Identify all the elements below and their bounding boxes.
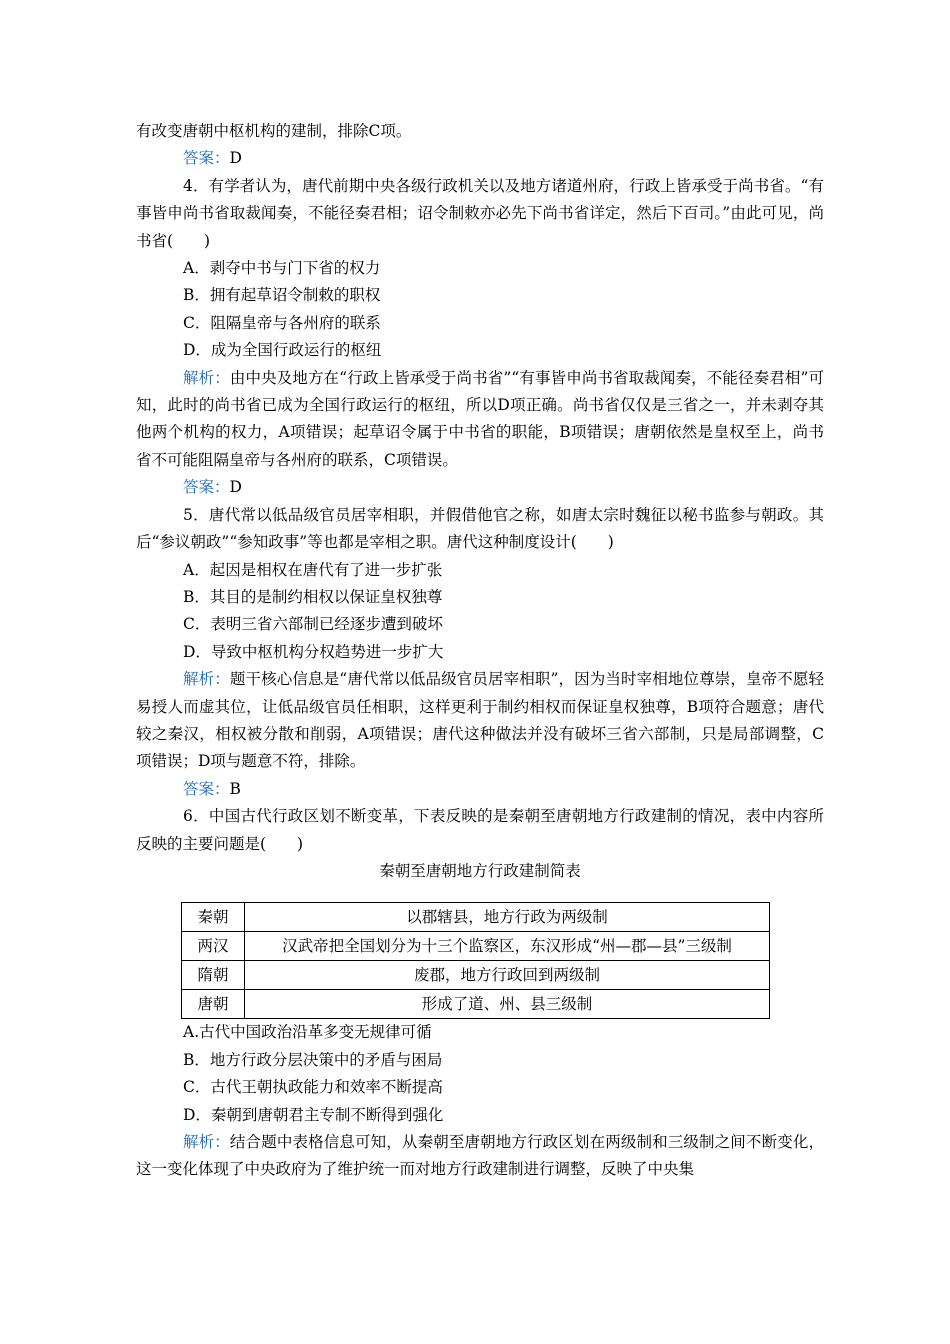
q6-option-c: C．古代王朝执政能力和效率不断提高 xyxy=(183,1078,443,1097)
answer-label: 答案： xyxy=(183,779,230,798)
answer-value: D xyxy=(229,478,242,497)
description-cell: 废郡，地方行政回到两级制 xyxy=(245,961,770,990)
question-6-stem: 6．中国古代行政区划不断变革，下表反映的是秦朝至唐朝地方行政建制的情况，表中内容所反映的主要问题是( ) xyxy=(136,807,824,853)
q5-answer xyxy=(136,776,824,803)
q5-option-a: A．起因是相权在唐代有了进一步扩张 xyxy=(183,560,443,579)
dynasty-table xyxy=(181,902,770,1019)
q6-analysis xyxy=(136,1129,824,1184)
dynasty-cell: 两汉 xyxy=(182,932,245,961)
description-cell: 以郡辖县，地方行政为两级制 xyxy=(245,903,770,932)
analysis-label: 解析： xyxy=(183,670,230,689)
q4-option-d: D．成为全国行政运行的枢纽 xyxy=(183,341,382,360)
answer-value: D xyxy=(229,149,242,168)
q6-option-b: B．地方行政分层决策中的矛盾与困局 xyxy=(183,1050,443,1069)
answer-3 xyxy=(136,145,824,172)
table-row xyxy=(182,903,770,932)
document-page xyxy=(136,118,824,1184)
analysis-text: 结合题中表格信息可知，从秦朝至唐朝地方行政区划在两级制和三级制之间不断变化，这一变化体现了中央政府为了维护统一而对地方行政建制进行调整，反映了中央集 xyxy=(136,1133,824,1179)
answer-value: B xyxy=(229,779,241,798)
table-row xyxy=(182,932,770,961)
question-4-stem: 4．有学者认为，唐代前期中央各级行政机关以及地方诸道州府，行政上皆承受于尚书省。“有事皆申尚书省取裁闻奏，不能径奏君相；诏令制敕亦必先下尚书省详定，然后下百司。”由此可见，尚书省( ) xyxy=(136,176,824,250)
table-caption: 秦朝至唐朝地方行政建制简表 xyxy=(379,861,581,880)
q5-analysis xyxy=(136,666,824,776)
answer-label: 答案： xyxy=(183,478,230,497)
q4-option-c: C．阻隔皇帝与各州府的联系 xyxy=(183,313,381,332)
analysis-text: 题干核心信息是“唐代常以低品级官员居宰相职”，因为当时宰相地位尊崇，皇帝不愿轻易授人而虚其位，让低品级官员任相职，这样更利于制约相权而保证皇权独尊，B项符合题意；唐代较之秦汉，相权被分散和削弱，A项错误；唐代这种做法并没有破坏三省六部制，只是局部调整，C项错误；D项与题意不符，排除。 xyxy=(136,670,824,771)
dynasty-cell: 唐朝 xyxy=(182,990,245,1019)
dynasty-cell: 隋朝 xyxy=(182,961,245,990)
analysis-label: 解析： xyxy=(183,368,230,387)
q6-option-d: D．秦朝到唐朝君主专制不断得到强化 xyxy=(183,1105,444,1124)
question-5-stem: 5．唐代常以低品级官员居宰相职，并假借他官之称，如唐太宗时魏征以秘书监参与朝政。其后“参议朝政”“参知政事”等也都是宰相之职。唐代这种制度设计( ) xyxy=(136,505,824,552)
q4-option-b: B．拥有起草诏令制敕的职权 xyxy=(183,286,381,305)
previous-analysis-tail: 有改变唐朝中枢机构的建制，排除C项。 xyxy=(136,122,412,140)
q5-option-d: D．导致中枢机构分权趋势进一步扩大 xyxy=(183,642,444,661)
q5-option-c: C．表明三省六部制已经逐步遭到破坏 xyxy=(183,615,443,634)
description-cell: 形成了道、州、县三级制 xyxy=(245,990,770,1019)
description-cell: 汉武帝把全国划分为十三个监察区，东汉形成“州—郡—县”三级制 xyxy=(245,932,770,961)
table-row xyxy=(182,961,770,990)
answer-label: 答案： xyxy=(183,149,230,168)
q5-option-b: B．其目的是制约相权以保证皇权独尊 xyxy=(183,587,443,606)
q4-answer xyxy=(136,474,824,501)
q6-option-a: A.古代中国政治沿革多变无规律可循 xyxy=(183,1023,432,1042)
analysis-label: 解析： xyxy=(183,1133,230,1151)
q4-option-a: A．剥夺中书与门下省的权力 xyxy=(183,259,381,278)
analysis-text: 由中央及地方在“行政上皆承受于尚书省”“有事皆申尚书省取裁闻奏，不能径奏君相”可知，此时的尚书省已成为全国行政运行的枢纽，所以D项正确。尚书省仅仅是三省之一，并未剥夺其他两个机构的权力，A项错误；起草诏令属于中书省的职能，B项错误；唐朝依然是皇权至上，尚书省不可能阻隔皇帝与各州府的联系，C项错误。 xyxy=(136,368,824,469)
dynasty-cell: 秦朝 xyxy=(182,903,245,932)
q4-analysis xyxy=(136,365,824,475)
table-row xyxy=(182,990,770,1019)
